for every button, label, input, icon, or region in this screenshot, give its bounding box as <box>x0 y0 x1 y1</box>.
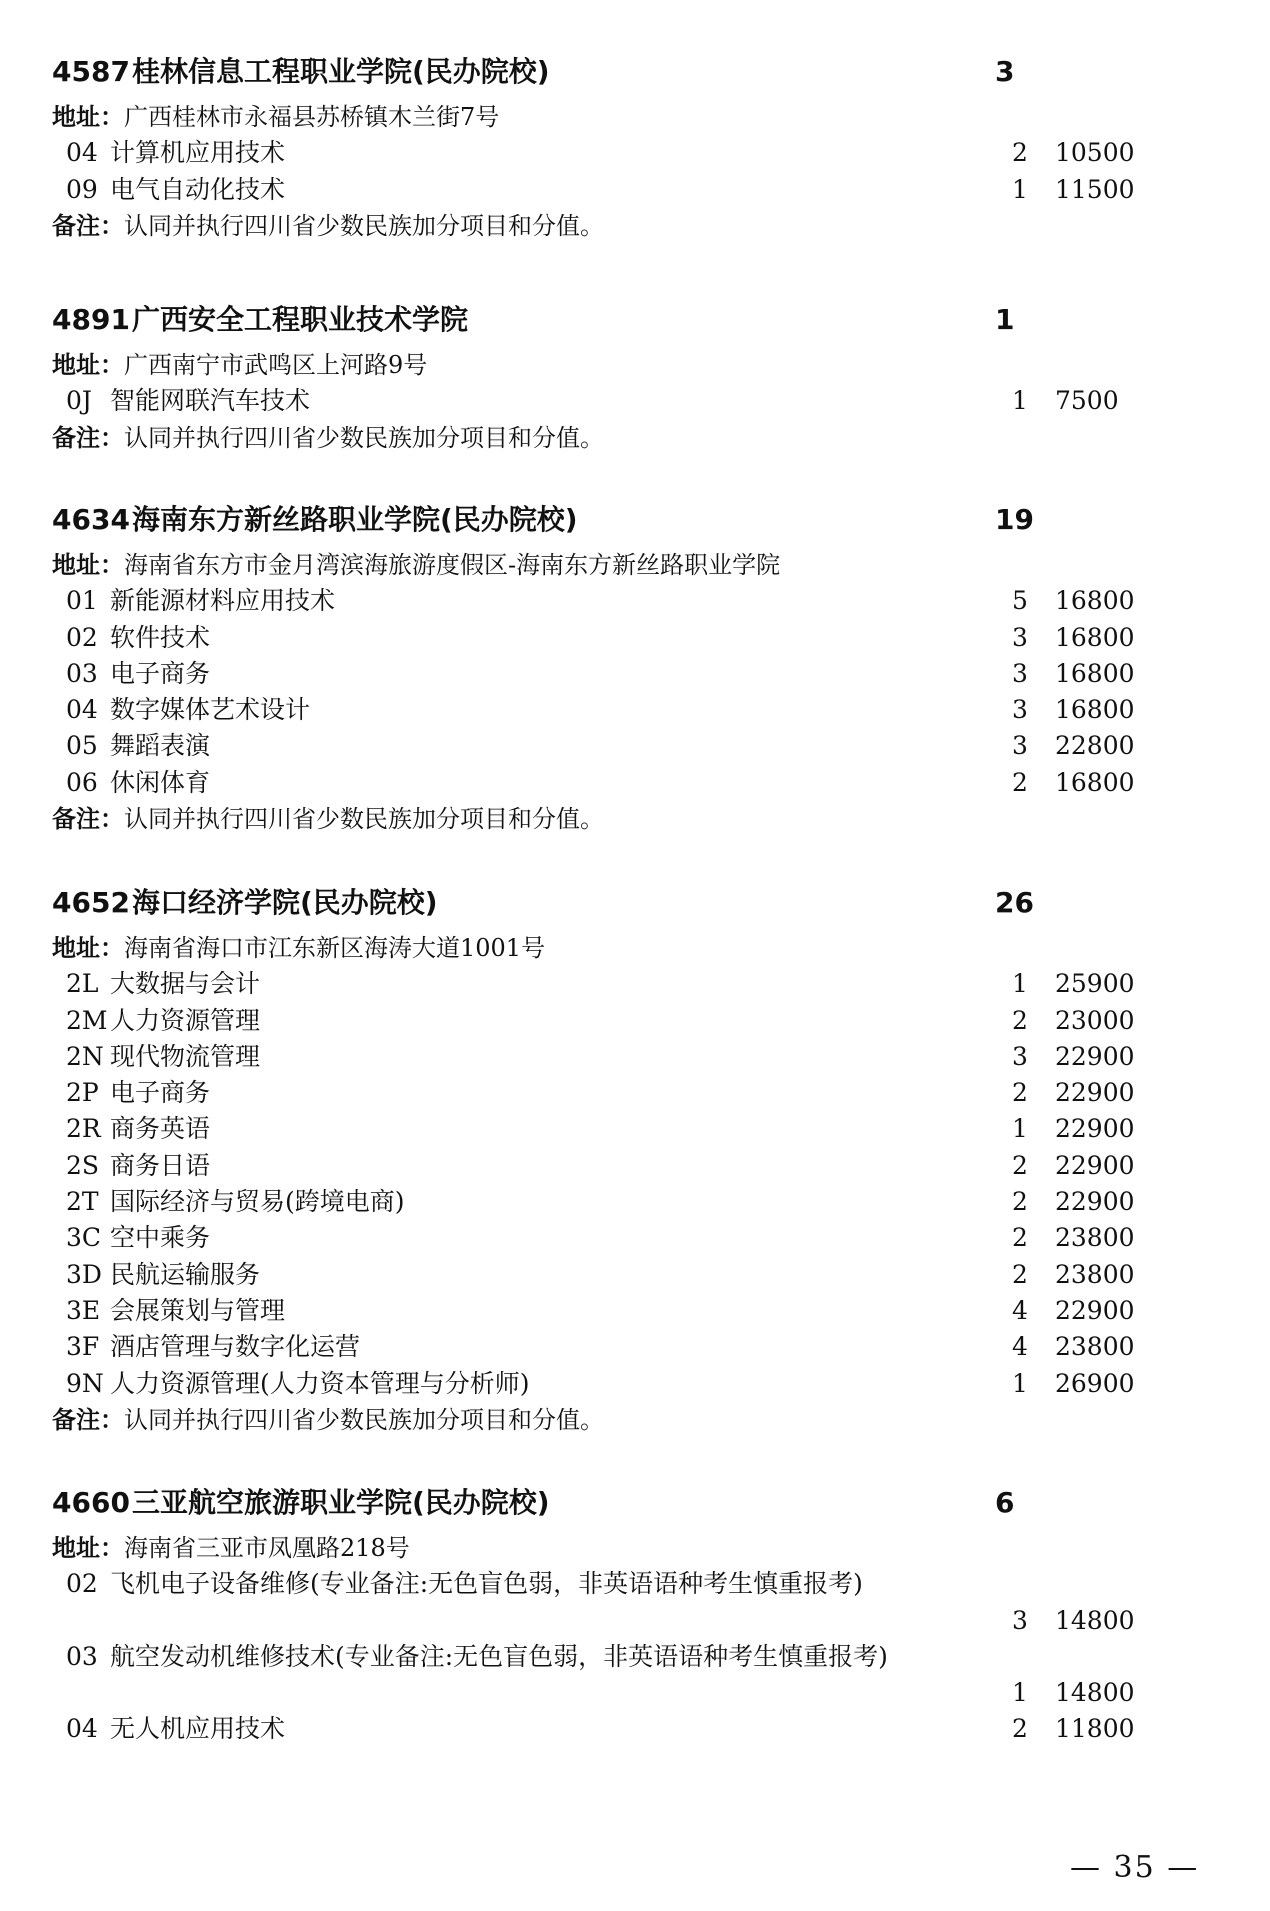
school-header <box>52 876 1152 930</box>
major-name: 国际经济与贸易(跨境电商) <box>110 1187 405 1217</box>
school-block-4891 <box>52 293 1152 456</box>
major-fee: 26900 <box>1055 1368 1135 1398</box>
note-text: 认同并执行四川省少数民族加分项目和分值。 <box>124 211 604 240</box>
major-fee: 16800 <box>1055 767 1135 797</box>
major-row <box>52 1329 1152 1365</box>
major-name: 商务英语 <box>110 1114 211 1144</box>
major-row <box>52 765 1152 801</box>
major-row <box>52 692 1152 728</box>
school-address <box>52 1530 1152 1566</box>
major-row <box>52 966 1152 1002</box>
major-row <box>52 1711 1152 1747</box>
note-label: 备注： <box>52 1405 124 1434</box>
major-row <box>52 1293 1152 1329</box>
note-text: 认同并执行四川省少数民族加分项目和分值。 <box>124 1405 604 1434</box>
major-row <box>52 656 1152 692</box>
major-fee: 22800 <box>1055 731 1135 761</box>
major-code: 05 <box>66 731 98 761</box>
major-name: 软件技术 <box>110 622 211 652</box>
address-label: 地址： <box>52 351 124 379</box>
major-row <box>52 172 1152 208</box>
school-header <box>52 493 1152 547</box>
major-name: 航空发动机维修技术(专业备注:无色盲色弱，非英语语种考生慎重报考) <box>110 1641 888 1671</box>
major-row <box>52 1075 1152 1111</box>
major-row <box>52 383 1152 419</box>
note-label: 备注： <box>52 423 124 452</box>
school-note <box>52 801 1152 837</box>
major-count: 2 <box>1012 1187 1028 1217</box>
address-label: 地址： <box>52 1534 124 1562</box>
major-name: 大数据与会计 <box>110 969 261 999</box>
school-code: 4891 <box>52 303 130 336</box>
major-fee: 23800 <box>1055 1332 1135 1362</box>
school-note <box>52 208 1152 244</box>
major-fee: 22900 <box>1055 1041 1135 1071</box>
address-text: 广西南宁市武鸣区上河路9号 <box>124 351 428 379</box>
major-code: 2S <box>66 1150 100 1180</box>
major-code: 04 <box>66 1714 98 1744</box>
major-name: 舞蹈表演 <box>110 731 211 761</box>
major-fee: 23800 <box>1055 1223 1135 1253</box>
address-label: 地址： <box>52 103 124 131</box>
major-name: 人力资源管理(人力资本管理与分析师) <box>110 1368 530 1398</box>
major-code: 2P <box>66 1078 99 1108</box>
major-name: 计算机应用技术 <box>110 138 286 168</box>
school-block-4660 <box>52 1476 1152 1748</box>
address-text: 广西桂林市永福县苏桥镇木兰街7号 <box>124 103 500 131</box>
school-code: 4652 <box>52 886 130 919</box>
major-fee: 22900 <box>1055 1114 1135 1144</box>
school-header <box>52 45 1152 99</box>
major-fee: 14800 <box>1055 1605 1135 1635</box>
school-name: 海口经济学院(民办院校) <box>132 886 438 919</box>
major-fee: 23000 <box>1055 1005 1135 1035</box>
school-quota: 1 <box>995 303 1015 336</box>
major-code: 3C <box>66 1223 102 1253</box>
major-fee: 16800 <box>1055 658 1135 688</box>
major-code: 0J <box>66 386 92 416</box>
major-count: 3 <box>1012 658 1028 688</box>
major-fee: 22900 <box>1055 1150 1135 1180</box>
school-header <box>52 1476 1152 1530</box>
school-address <box>52 930 1152 966</box>
major-code: 03 <box>66 1641 98 1671</box>
major-fee: 22900 <box>1055 1078 1135 1108</box>
major-row <box>52 1039 1152 1075</box>
address-label: 地址： <box>52 934 124 962</box>
school-code: 4660 <box>52 1486 130 1519</box>
school-name: 广西安全工程职业技术学院 <box>132 303 469 336</box>
major-fee: 22900 <box>1055 1295 1135 1325</box>
address-label: 地址： <box>52 551 124 579</box>
major-count: 2 <box>1012 1005 1028 1035</box>
major-count: 1 <box>1012 1114 1028 1144</box>
major-count: 3 <box>1012 622 1028 652</box>
note-text: 认同并执行四川省少数民族加分项目和分值。 <box>124 805 604 834</box>
note-label: 备注： <box>52 805 124 834</box>
school-name: 桂林信息工程职业学院(民办院校) <box>132 55 550 88</box>
major-code: 04 <box>66 138 98 168</box>
major-fee: 25900 <box>1055 969 1135 999</box>
major-count: 2 <box>1012 1714 1028 1744</box>
major-fee: 16800 <box>1055 695 1135 725</box>
major-count: 5 <box>1012 586 1028 616</box>
major-count: 3 <box>1012 731 1028 761</box>
page-number: — 35 — <box>1070 1850 1200 1885</box>
major-count: 2 <box>1012 1150 1028 1180</box>
major-name: 电子商务 <box>110 1078 211 1108</box>
school-quota: 6 <box>995 1486 1015 1519</box>
major-count: 2 <box>1012 1078 1028 1108</box>
school-code: 4634 <box>52 503 130 536</box>
school-block-4634 <box>52 493 1152 837</box>
school-address <box>52 547 1152 583</box>
school-address <box>52 347 1152 383</box>
major-code: 2T <box>66 1187 99 1217</box>
major-row <box>52 1220 1152 1256</box>
major-name: 智能网联汽车技术 <box>110 386 311 416</box>
major-name: 电气自动化技术 <box>110 174 286 204</box>
major-row <box>52 1257 1152 1293</box>
major-code: 9N <box>66 1368 104 1398</box>
major-code: 2N <box>66 1041 104 1071</box>
major-row <box>52 620 1152 656</box>
major-row <box>52 1003 1152 1039</box>
major-code: 3E <box>66 1295 101 1325</box>
major-code: 3F <box>66 1332 100 1362</box>
major-name: 人力资源管理 <box>110 1005 261 1035</box>
major-count: 2 <box>1012 138 1028 168</box>
major-name: 民航运输服务 <box>110 1259 261 1289</box>
major-fee: 22900 <box>1055 1187 1135 1217</box>
note-label: 备注： <box>52 211 124 240</box>
major-row <box>52 583 1152 619</box>
major-fee: 7500 <box>1055 386 1119 416</box>
major-code: 2R <box>66 1114 101 1144</box>
major-row <box>52 1148 1152 1184</box>
school-name: 三亚航空旅游职业学院(民办院校) <box>132 1486 550 1519</box>
major-name: 会展策划与管理 <box>110 1295 286 1325</box>
school-block-4587 <box>52 45 1152 244</box>
major-row <box>52 1184 1152 1220</box>
major-count: 1 <box>1012 1368 1028 1398</box>
major-name: 电子商务 <box>110 658 211 688</box>
school-header <box>52 293 1152 347</box>
major-row <box>52 1111 1152 1147</box>
major-name: 数字媒体艺术设计 <box>110 695 311 725</box>
major-count: 4 <box>1012 1295 1028 1325</box>
major-row <box>52 728 1152 764</box>
major-code: 3D <box>66 1259 102 1289</box>
school-note <box>52 1402 1152 1438</box>
major-fee: 23800 <box>1055 1259 1135 1289</box>
major-count: 3 <box>1012 1041 1028 1071</box>
school-quota: 26 <box>995 886 1034 919</box>
major-name: 新能源材料应用技术 <box>110 586 336 616</box>
major-fee: 11500 <box>1055 174 1135 204</box>
major-row <box>52 1639 1152 1712</box>
school-quota: 3 <box>995 55 1015 88</box>
address-text: 海南省三亚市凤凰路218号 <box>124 1534 410 1562</box>
school-name: 海南东方新丝路职业学院(民办院校) <box>132 503 578 536</box>
major-count: 1 <box>1012 1678 1028 1708</box>
major-count: 2 <box>1012 1259 1028 1289</box>
school-address <box>52 99 1152 135</box>
major-row <box>52 135 1152 171</box>
major-code: 09 <box>66 174 98 204</box>
major-name: 酒店管理与数字化运营 <box>110 1332 361 1362</box>
major-code: 02 <box>66 622 98 652</box>
major-name: 飞机电子设备维修(专业备注:无色盲色弱，非英语语种考生慎重报考) <box>110 1569 863 1599</box>
major-count: 3 <box>1012 1605 1028 1635</box>
major-count: 3 <box>1012 695 1028 725</box>
major-name: 商务日语 <box>110 1150 211 1180</box>
major-code: 02 <box>66 1569 98 1599</box>
major-count: 1 <box>1012 386 1028 416</box>
major-name: 无人机应用技术 <box>110 1714 286 1744</box>
major-count: 2 <box>1012 767 1028 797</box>
major-code: 01 <box>66 586 98 616</box>
major-fee: 16800 <box>1055 586 1135 616</box>
major-count: 2 <box>1012 1223 1028 1253</box>
major-fee: 10500 <box>1055 138 1135 168</box>
major-code: 2M <box>66 1005 108 1035</box>
major-code: 03 <box>66 658 98 688</box>
address-text: 海南省东方市金月湾滨海旅游度假区-海南东方新丝路职业学院 <box>124 551 781 579</box>
major-name: 空中乘务 <box>110 1223 211 1253</box>
major-fee: 14800 <box>1055 1678 1135 1708</box>
major-code: 2L <box>66 969 99 999</box>
school-code: 4587 <box>52 55 130 88</box>
major-fee: 16800 <box>1055 622 1135 652</box>
major-row <box>52 1366 1152 1402</box>
note-text: 认同并执行四川省少数民族加分项目和分值。 <box>124 423 604 452</box>
address-text: 海南省海口市江东新区海涛大道1001号 <box>124 934 546 962</box>
major-count: 4 <box>1012 1332 1028 1362</box>
school-block-4652 <box>52 876 1152 1438</box>
major-code: 06 <box>66 767 98 797</box>
major-count: 1 <box>1012 969 1028 999</box>
school-quota: 19 <box>995 503 1034 536</box>
school-note <box>52 420 1152 456</box>
major-count: 1 <box>1012 174 1028 204</box>
major-row <box>52 1566 1152 1639</box>
major-name: 现代物流管理 <box>110 1041 261 1071</box>
major-code: 04 <box>66 695 98 725</box>
major-fee: 11800 <box>1055 1714 1135 1744</box>
major-name: 休闲体育 <box>110 767 211 797</box>
